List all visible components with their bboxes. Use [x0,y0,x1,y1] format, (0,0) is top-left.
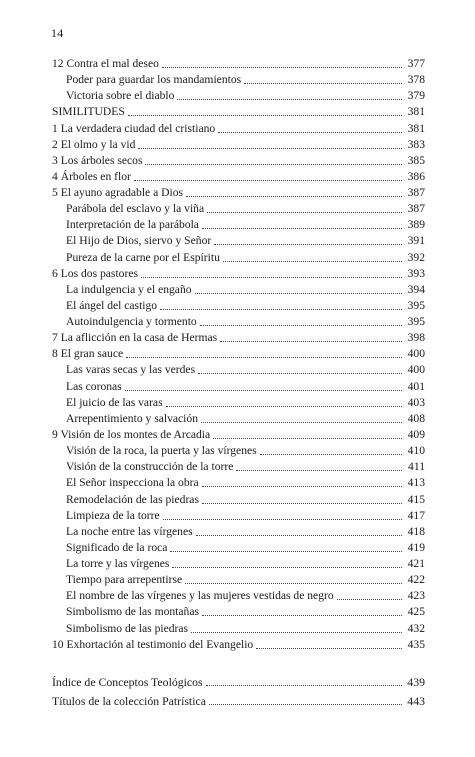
toc-entry [52,137,425,153]
toc-entry [66,475,425,491]
dot-leader [198,372,402,374]
toc-entry [66,72,425,88]
toc-entry-page: 422 [407,573,425,586]
toc-entry-page: 409 [407,428,425,441]
toc-entry [66,588,425,604]
dot-leader [125,389,402,391]
toc-entry-title: Interpretación de la parábola [66,218,199,231]
toc-entry-page: 381 [407,122,425,135]
toc-entry-title: 8 El gran sauce [52,347,124,360]
toc-entry-page: 443 [407,694,425,708]
toc-entry-title: Arrepentimiento y salvación [66,412,198,425]
toc-entry-title: El nombre de las vírgenes y las mujeres vestidas de negro [66,589,334,602]
toc-entry [52,346,425,362]
toc-entry [52,427,425,443]
toc-entry-page: 400 [407,363,425,376]
dot-leader [185,582,402,584]
toc-entry [66,379,425,395]
toc-entry [52,153,425,169]
dot-leader [166,405,402,407]
toc-entry-page: 386 [407,170,425,183]
dot-leader [138,147,402,149]
dot-leader [186,195,402,197]
toc-entry [52,266,425,282]
toc-entry [66,395,425,411]
toc-entry [66,492,425,508]
toc-entry [66,524,425,540]
toc-entry [52,693,425,709]
toc-entry [52,330,425,346]
toc-entry-title: Significado de la roca [66,541,168,554]
toc-entry-title: Índice de Conceptos Teológicos [52,675,203,689]
toc-entry [66,217,425,233]
toc-entry-page: 395 [407,315,425,328]
toc-entry [66,362,425,378]
toc-entry-title: 10 Exhortación al testimonio del Evangelio [52,638,254,651]
dot-leader [218,131,402,133]
toc-entry-page: 393 [407,267,425,280]
dot-leader [145,163,402,165]
toc-entry-title: Visión de la construcción de la torre [66,460,234,473]
toc-entry-page: 419 [407,541,425,554]
toc-entry-page: 377 [407,57,425,70]
dot-leader [214,243,402,245]
toc-entry [52,56,425,72]
toc-entry [66,508,425,524]
dot-leader [236,469,402,471]
toc-entry-title: 3 Los árboles secos [52,154,143,167]
toc-entry [66,411,425,427]
dot-leader [201,421,402,423]
dot-leader [134,179,402,181]
toc-entry-title: El juicio de las varas [66,396,163,409]
dot-leader [223,260,402,262]
toc-entry-title: 6 Los dos pastores [52,267,138,280]
dot-leader [128,114,402,116]
toc-entry-title: Poder para guardar los mandamientos [66,73,242,86]
dot-leader [170,550,402,552]
toc-entry-title: Las varas secas y las verdes [66,363,196,376]
toc-entry-page: 415 [407,493,425,506]
toc-entry-title: La indulgencia y el engaño [66,283,192,296]
toc-entry-title: 2 El olmo y la vid [52,138,136,151]
toc-entry-title: Victoria sobre el diablo [66,89,175,102]
dot-leader [207,211,402,213]
toc-entry-title: Visión de la roca, la puerta y las vírgenes [66,444,257,457]
toc-entry-title: 9 Visión de los montes de Arcadia [52,428,211,441]
toc-entry [66,282,425,298]
toc-entry [66,88,425,104]
toc-entry-title: Títulos de la colección Patrística [52,694,206,708]
toc-entry [52,185,425,201]
toc-entry-page: 418 [407,525,425,538]
dot-leader [191,631,402,633]
dot-leader [202,614,402,616]
toc-entry-page: 387 [407,186,425,199]
dot-leader [196,534,402,536]
toc-entry-title: El ángel del castigo [66,299,158,312]
toc-entry-page: 421 [407,557,425,570]
toc-entry [66,250,425,266]
toc-entry-title: Las coronas [66,380,122,393]
toc-entry-page: 381 [407,105,425,118]
toc-entry [66,556,425,572]
dot-leader [220,340,402,342]
toc-entry-title: 7 La aflicción en la casa de Hermas [52,331,218,344]
toc-entry-page: 439 [407,675,425,689]
dot-leader [337,598,402,600]
toc-entry-page: 400 [407,347,425,360]
toc-entry [52,637,425,653]
dot-leader [162,66,402,68]
toc-entry [66,572,425,588]
toc-entry-page: 391 [407,234,425,247]
dot-leader [202,227,402,229]
toc-entry-page: 394 [407,283,425,296]
toc-entry-page: 395 [407,299,425,312]
toc-entry-title: Remodelación de las piedras [66,493,199,506]
toc-entry [66,314,425,330]
dot-leader [206,684,402,686]
toc-entry-title: 12 Contra el mal deseo [52,57,159,70]
toc-entry [66,233,425,249]
page-number: 14 [51,26,64,40]
toc-entry [52,169,425,185]
dot-leader [160,308,402,310]
dot-leader [244,82,402,84]
toc-entry [52,674,425,690]
toc-entry-page: 423 [407,589,425,602]
toc-entry-page: 410 [407,444,425,457]
toc-entry-title: 4 Árboles en flor [52,170,131,183]
toc-entry-title: SIMILITUDES [52,105,125,118]
dot-leader [126,356,402,358]
toc-entry [66,201,425,217]
dot-leader [202,502,402,504]
toc-entry-page: 425 [407,605,425,618]
toc-entry-title: Simbolismo de las piedras [66,622,189,635]
toc-entry-title: Pureza de la carne por el Espíritu [66,251,220,264]
dot-leader [172,566,402,568]
dot-leader [256,647,402,649]
toc-entry [52,104,425,120]
toc-entry-page: 385 [407,154,425,167]
toc-entry-title: 5 El ayuno agradable a Dios [52,186,184,199]
toc-entry-page: 403 [407,396,425,409]
toc-entry-page: 378 [407,73,425,86]
dot-leader [177,98,402,100]
toc-entry-page: 383 [407,138,425,151]
toc-entry-page: 401 [407,380,425,393]
toc-entry [66,540,425,556]
dot-leader [200,324,402,326]
dot-leader [213,437,402,439]
toc-entry-page: 387 [407,202,425,215]
toc-entry-page: 435 [407,638,425,651]
dot-leader [163,518,402,520]
toc-entry-title: La torre y las vírgenes [66,557,170,570]
toc-entry-page: 432 [407,622,425,635]
toc-entry-page: 413 [407,476,425,489]
toc-entry-page: 392 [407,251,425,264]
dot-leader [260,453,402,455]
toc-entry [52,121,425,137]
toc-entry [66,443,425,459]
toc-entry-page: 398 [407,331,425,344]
dot-leader [209,703,402,705]
toc-entry-title: Simbolismo de las montañas [66,605,199,618]
toc-entry-title: Limpieza de la torre [66,509,160,522]
toc-entry-title: 1 La verdadera ciudad del cristiano [52,122,216,135]
toc-entry-title: El Hijo de Dios, siervo y Señor [66,234,212,247]
toc-entry-page: 411 [408,460,425,473]
toc-entry-page: 408 [407,412,425,425]
toc-entry-title: El Señor inspecciona la obra [66,476,199,489]
toc-entry-title: Autoindulgencia y tormento [66,315,197,328]
toc-entry-page: 379 [407,89,425,102]
toc-entry [66,298,425,314]
toc-entry-title: Tiempo para arrepentirse [66,573,183,586]
dot-leader [141,276,402,278]
toc-entry-title: La noche entre las vírgenes [66,525,193,538]
toc-entry [66,621,425,637]
dot-leader [202,485,402,487]
toc-entry-page: 417 [407,509,425,522]
toc-entry-page: 389 [407,218,425,231]
toc-entry-title: Parábola del esclavo y la viña [66,202,205,215]
dot-leader [195,292,402,294]
toc-entry [66,604,425,620]
toc-entry [66,459,425,475]
